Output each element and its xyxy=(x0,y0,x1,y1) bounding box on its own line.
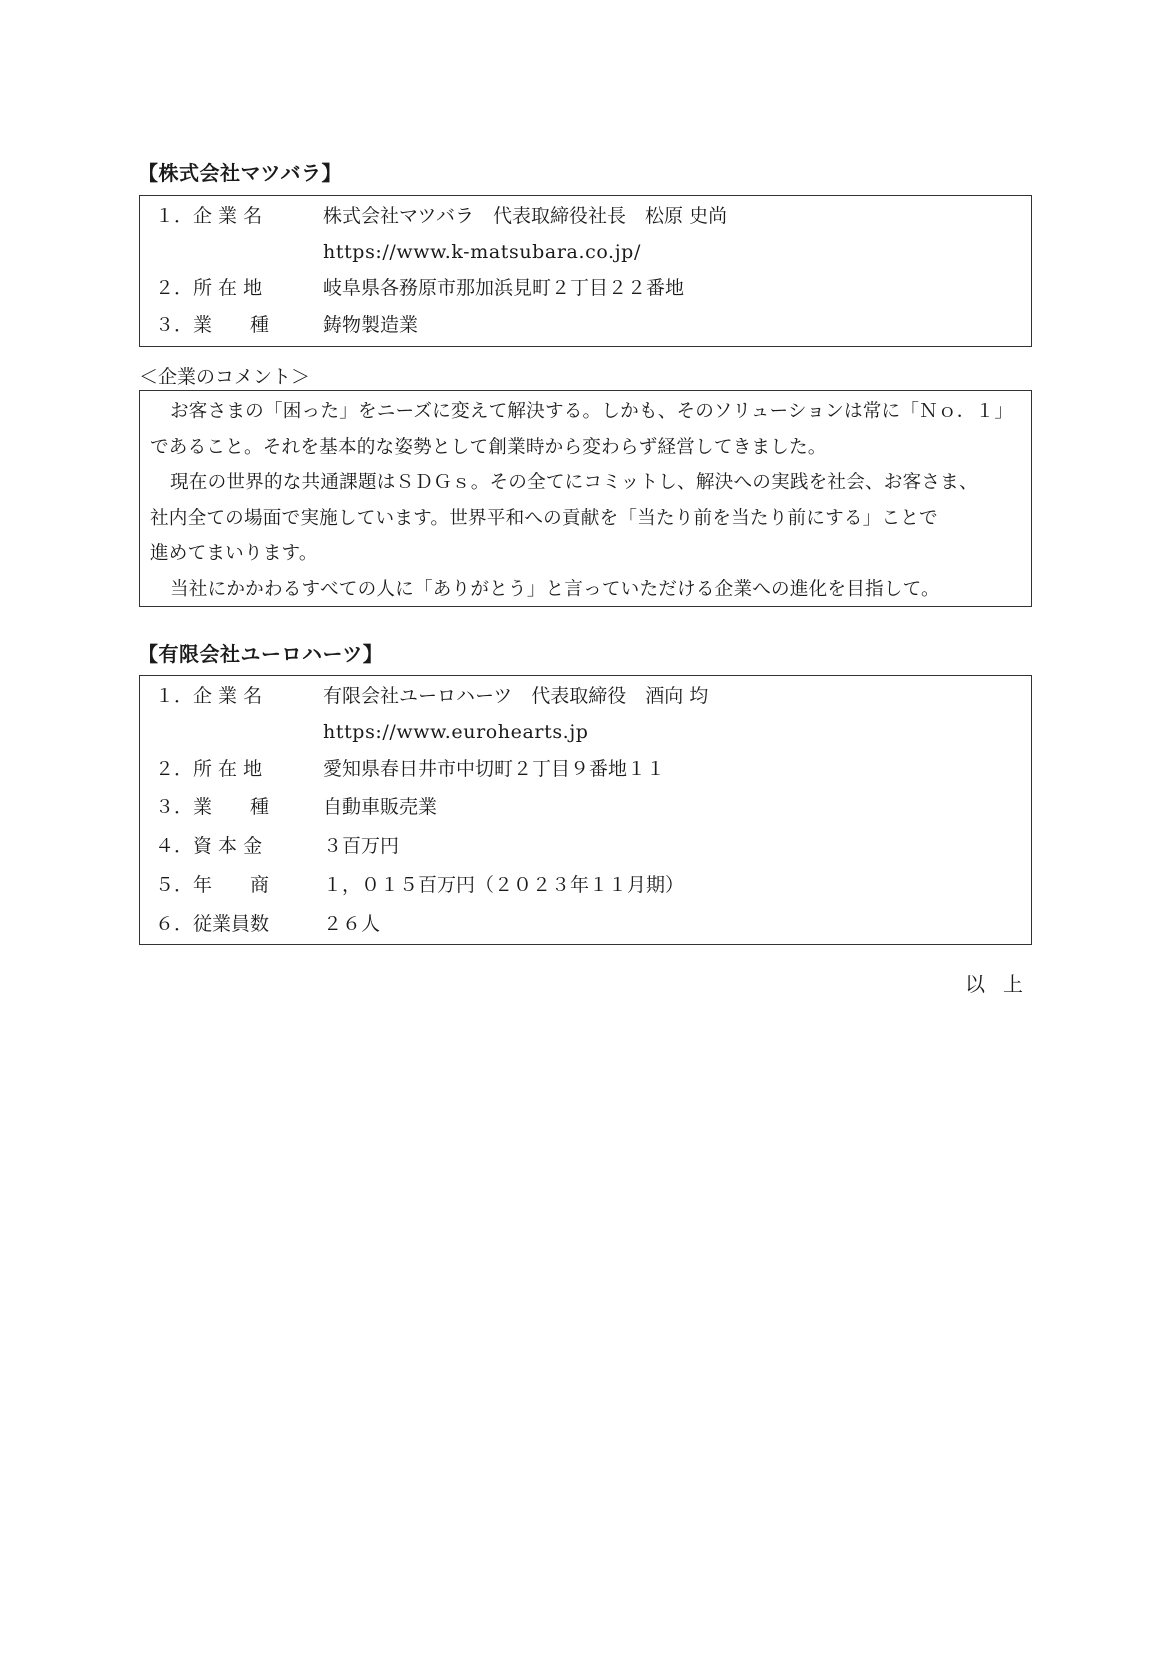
row-value: 自動車販売業 xyxy=(323,796,438,818)
row-value: 鋳物製造業 xyxy=(323,314,419,336)
comment-line: であること。それを基本的な姿勢として創業時から変わらず経営してきました。 xyxy=(150,436,827,458)
row-label: ６．従業員数 xyxy=(155,913,270,935)
company1-row-address xyxy=(140,270,1031,306)
row-value: 岐阜県各務原市那加浜見町２丁目２２番地 xyxy=(323,277,685,299)
row-label: １．企 業 名 xyxy=(155,205,263,227)
row-label: ５．年 商 xyxy=(155,874,270,896)
company2-row-address xyxy=(140,751,1031,787)
row-label: ３．業 種 xyxy=(155,796,270,818)
company1-comment-box xyxy=(139,390,1032,607)
closing-mark: 以上 xyxy=(965,972,1041,996)
company1-comment-label: ＜企業のコメント＞ xyxy=(139,366,311,388)
company1-url-link[interactable]: https://www.k-matsubara.co.jp/ xyxy=(323,241,641,263)
company2-info-table xyxy=(139,675,1032,945)
row-label: ４．資 本 金 xyxy=(155,835,263,857)
company2-row-capital xyxy=(140,828,1031,864)
company1-row-url xyxy=(140,234,1031,270)
row-label: １．企 業 名 xyxy=(155,685,263,707)
company1-heading: 【株式会社マツバラ】 xyxy=(138,161,342,185)
company2-row-name xyxy=(140,678,1031,714)
row-value: 愛知県春日井市中切町２丁目９番地１１ xyxy=(323,758,666,780)
company1-info-table xyxy=(139,195,1032,347)
row-label: ３．業 種 xyxy=(155,314,270,336)
row-value: ３百万円 xyxy=(323,835,400,857)
company1-row-industry xyxy=(140,307,1031,343)
company1-row-name xyxy=(140,198,1031,234)
comment-line: 現在の世界的な共通課題はＳＤＧｓ。その全てにコミットし、解決への実践を社会、お客さま、 xyxy=(170,472,978,493)
company2-url-link[interactable]: https://www.eurohearts.jp xyxy=(323,721,589,743)
comment-line: 当社にかかわるすべての人に「ありがとう」と言っていただける企業への進化を目指して。 xyxy=(170,578,940,600)
row-value: １，０１５百万円（２０２３年１１月期） xyxy=(323,874,685,896)
row-label: ２．所 在 地 xyxy=(155,758,263,780)
comment-line: 社内全ての場面で実施しています。世界平和への貢献を「当たり前を当たり前にする」ことで xyxy=(150,507,938,529)
company2-row-industry xyxy=(140,789,1031,825)
row-value: ２６人 xyxy=(323,913,381,935)
row-value: 株式会社マツバラ 代表取締役社長 松原 史尚 xyxy=(323,205,728,227)
company2-row-employees xyxy=(140,906,1031,942)
comment-line: 進めてまいります。 xyxy=(150,543,318,564)
comment-line: お客さまの「困った」をニーズに変えて解決する。しかも、そのソリューションは常に「Ｎｏ．１」 xyxy=(170,401,1014,422)
row-label: ２．所 在 地 xyxy=(155,277,263,299)
company2-heading: 【有限会社ユーロハーツ】 xyxy=(138,642,384,666)
company2-row-url xyxy=(140,714,1031,750)
row-value: 有限会社ユーロハーツ 代表取締役 酒向 均 xyxy=(323,685,709,707)
company2-row-sales xyxy=(140,867,1031,903)
